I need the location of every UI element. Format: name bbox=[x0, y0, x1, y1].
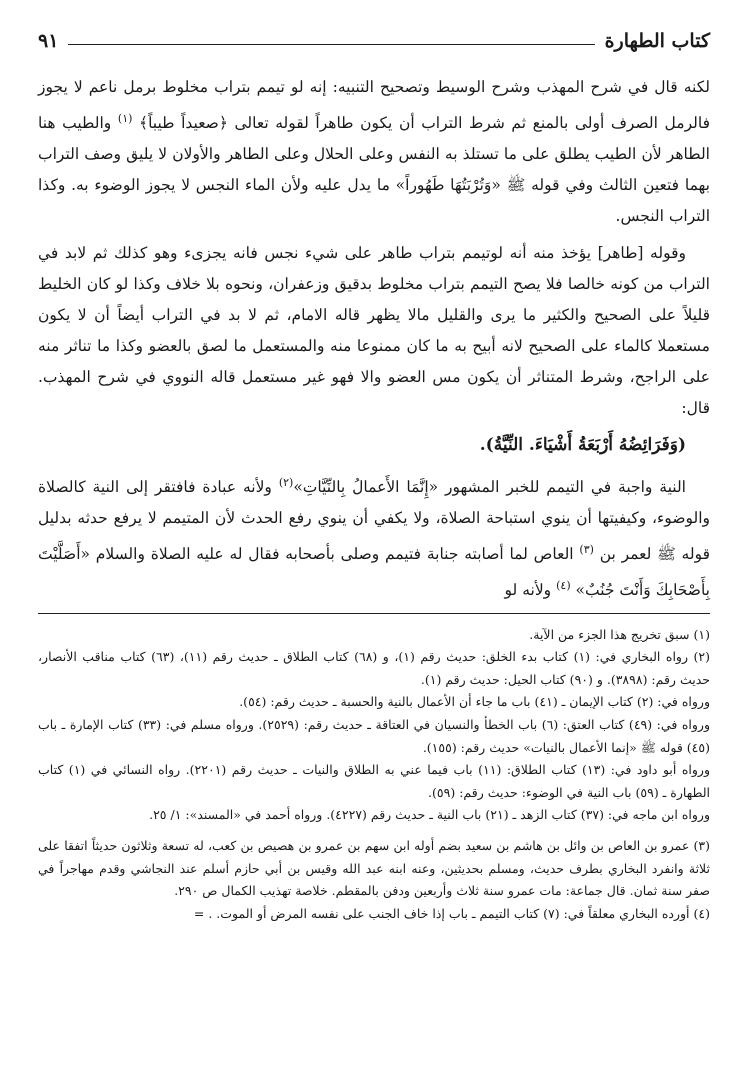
footnote-ref-3: (٣) bbox=[579, 543, 594, 557]
footnote-ref-4: (٤) bbox=[556, 579, 571, 593]
footnote-4: (٤) أورده البخاري معلقاً في: (٧) كتاب التيمم ـ باب إذا خاف الجنب على نفسه المرض أو الموت. . = bbox=[193, 905, 710, 921]
footnote-2-line-3: ورواه في: (٤٩) كتاب العتق: (٦) باب الخطأ والنسيان في العتاقة ـ حديث رقم: (٢٥٢٩). ورواه مسلم في: (٣٣) كتاب الإمارة ـ باب (٤٥) قوله ﷺ «إنما الأعمال بالنيات» حديث رقم: (١٥٥). bbox=[38, 717, 710, 755]
paragraph-3-text-d: ولأنه لو bbox=[504, 581, 552, 600]
header-rule bbox=[68, 44, 594, 45]
page bbox=[38, 22, 710, 925]
footnote-gap bbox=[38, 827, 710, 835]
page-header bbox=[38, 22, 710, 52]
footnote-2-line-2: ورواه في: (٢) كتاب الإيمان ـ (٤١) باب ما جاء أن الأعمال بالنية والحسبة ـ حديث رقم: (٥٤). bbox=[239, 694, 710, 710]
paragraph-1-text-cont: والطيب هنا الطاهر لأن الطيب يطلق على ما تستلذ به النفس وعلى الحلال وعلى الطاهر والأولان لا يليق وصف التراب بهما فتعين الثالث وفي قوله ﷺ «وَتُرْبَتُهَا طَهُوراً» ما يدل عليه ولأن الماء النجس لا يجوز الوضوء به. وكذا التراب النجس. bbox=[38, 114, 710, 226]
paragraph-3-text-c: العاص لما أصابته جنابة فتيمم وصلى بأصحابه فقال له عليه الصلاة والسلام «أَصَلَّيْتَ بِأَصْحَابِكَ وَأَنْتَ جُنُبٌ» bbox=[38, 545, 710, 600]
footnote-2-line-4: ورواه أبو داود في: (١٣) كتاب الطلاق: (١١) باب فيما عني به الطلاق والنيات ـ حديث رقم (٢٢٠١). رواه النسائي في (١) كتاب الطهارة ـ (٥٩) باب النية في الوضوء: حديث رقم: (٥٩). bbox=[38, 762, 711, 800]
footnote-2-line-1: (٢) رواه البخاري في: (١) كتاب بدء الخلق: حديث رقم (١)، و (٦٨) كتاب الطلاق ـ حديث رقم (١١)، (٦٣) كتاب مناقب الأنصار، حديث رقم: (٣٨٩٨). و (٩٠) كتاب الحيل: حديث رقم (١). bbox=[38, 649, 710, 687]
footnote-ref-2: (٢) bbox=[278, 476, 294, 490]
paragraph-2: وقوله [طاهر] يؤخذ منه أنه لوتيمم بتراب طاهر على شيء نجس فانه يجزىء وهو كذلك ثم لابد في التراب من كونه خالصا فلا يصح التيمم بتراب مخلوط بدقيق وزعفران، ونحوه بلا خلاف وكذا لو كان الخليط قليلاً على الصحيح والكثير ما يرى والقليل مالا يظهر قاله الامام، ثم لا بد في التراب أيضاً أن لا يكون مستعملا كالماء على الصحيح لانه أبيح به ما كان ممنوعا منه والمستعمل ما لصق بالعضو وكذا ما تناثر منه على الراجح، وشرط المتناثر أن يكون مس العضو والا فهو غير مستعمل قاله النووي في شرح المهذب. قال: bbox=[38, 244, 710, 418]
paragraph-3 bbox=[38, 467, 710, 606]
footnotes bbox=[38, 624, 710, 926]
book-title: كتاب الطهارة bbox=[604, 30, 710, 52]
paragraph-3-text-b: ولأنه عبادة فافتقر إلى النية كالصلاة والوضوء، وكيفيتها أن ينوي استباحة الصلاة، ولا يكفي أن ينوي رفع الحدث لأن المتيمم لا يرفع حدثه بدليل قوله ﷺ لعمر بن bbox=[38, 478, 711, 564]
paragraph-1-text: لكنه قال في شرح المهذب وشرح الوسيط وتصحيح التنبيه: إنه لو تيمم بتراب مخلوط برمل ناعم لا يجوز فالرمل الصرف أولى بالمنع ثم شرط التراب أن يكون طاهراً لقوله تعالى ﴿صعيداً طيباً﴾ bbox=[38, 78, 710, 133]
main-text bbox=[38, 72, 710, 607]
paragraph-1 bbox=[38, 72, 710, 232]
footnote-divider bbox=[38, 613, 710, 614]
paragraph-3-text-a: النية واجبة في التيمم للخبر المشهور «إِنَّمَا الأَعمالُ بِالنِّيَّاتِ» bbox=[293, 478, 686, 497]
footnote-1: (١) سبق تخريج هذا الجزء من الآية. bbox=[529, 626, 710, 642]
matn-line: (وَفَرَائِضُهُ أَرْبَعَةُ أَشْيَاءَ. النِّيَّةُ). bbox=[479, 435, 686, 456]
footnote-3: (٣) عمرو بن العاص بن وائل بن هاشم بن سعيد بضم أوله ابن سهم بن عمرو بن هصيص بن كعب، له تسعة وثلاثون حديثاً اتفقا على ثلاثة وانفرد البخاري بطرف حديث، ومسلم بحديثين، وعنه ابنه عبد الله وقيس بن أبي حازم أسلم عند النجاشي وقدم مهاجراً في صفر سنة ثمان. قال جماعة: مات عمرو سنة ثلاث وأربعين ودفن بالمقطم. خلاصة تهذيب الكمال ص ٢٩٠. bbox=[38, 837, 710, 899]
footnote-ref-1: (١) bbox=[117, 112, 133, 125]
footnote-2-line-5: ورواه ابن ماجه في: (٣٧) كتاب الزهد ـ (٢١) باب النية ـ حديث رقم (٤٢٢٧). ورواه أحمد في «المسند»: ١/ ٢٥. bbox=[149, 807, 710, 823]
page-number: ٩١ bbox=[38, 30, 59, 52]
